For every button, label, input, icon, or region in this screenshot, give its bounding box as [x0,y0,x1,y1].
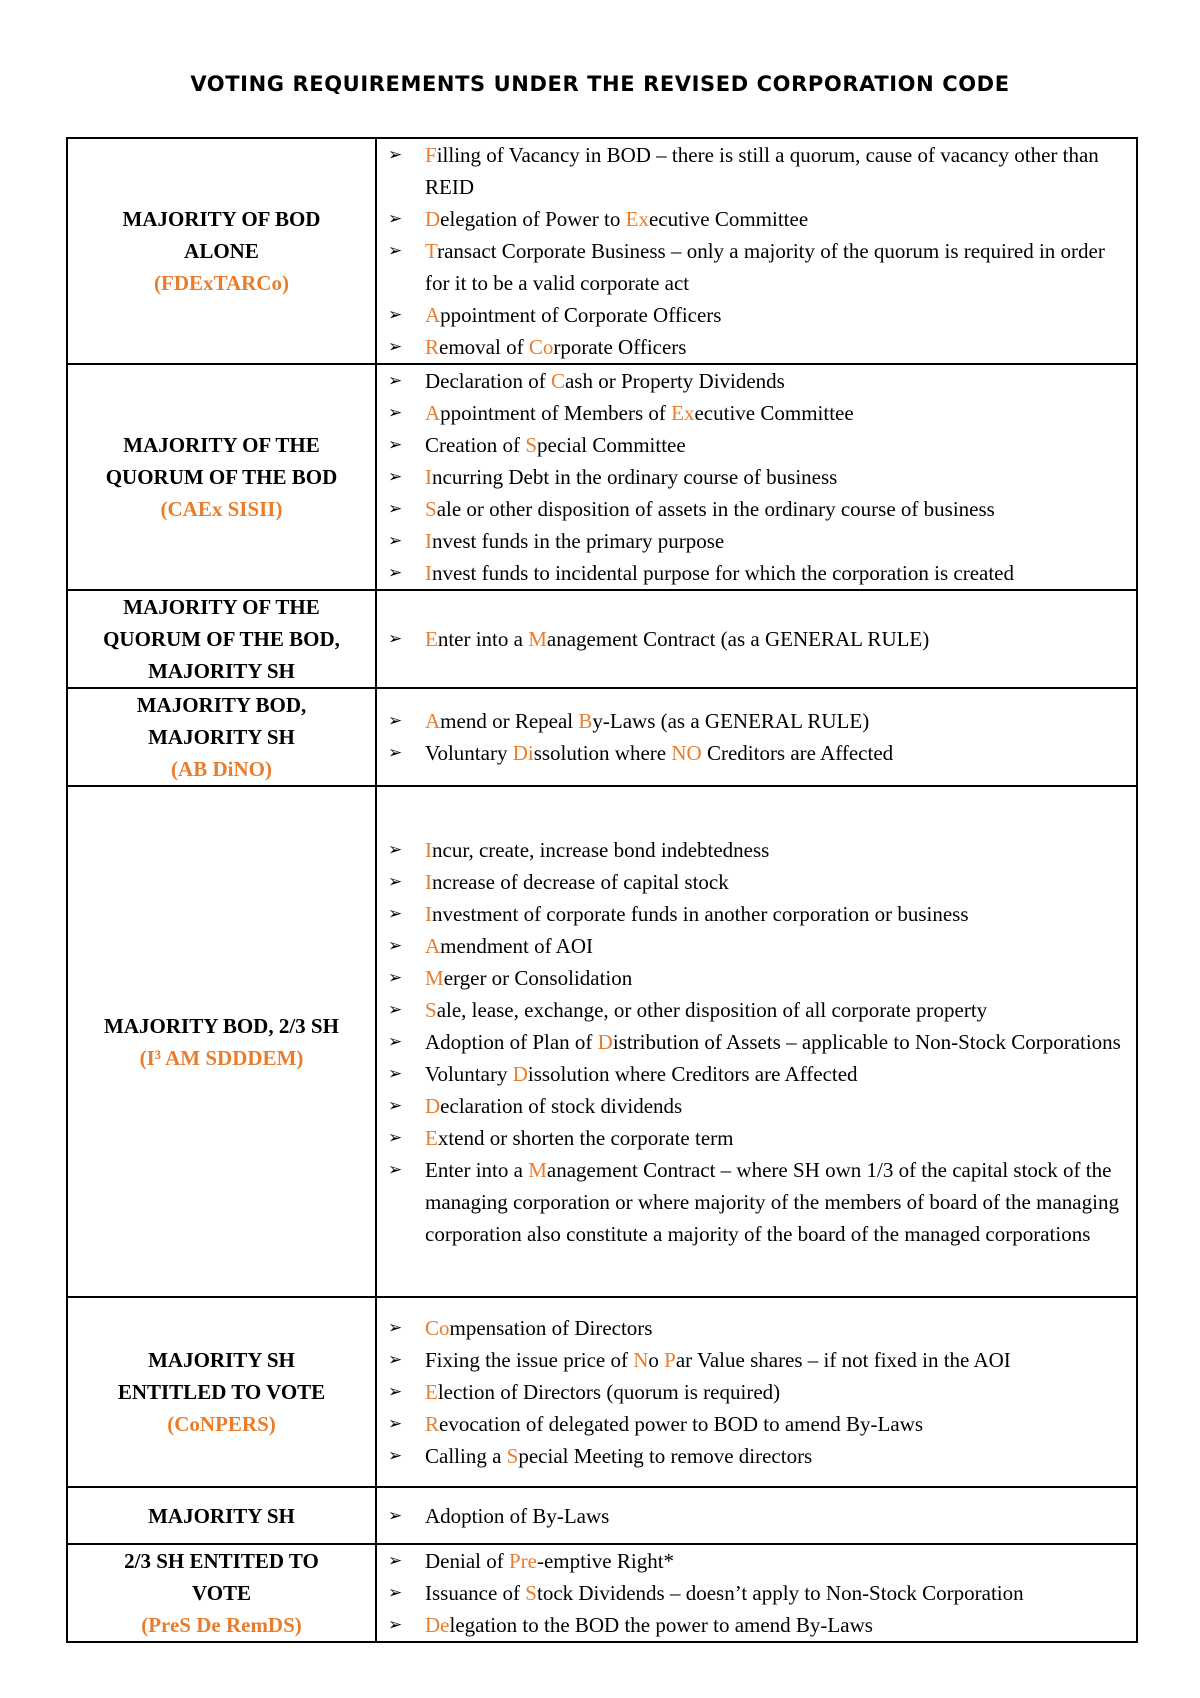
requirement-label: 2/3 SH ENTITED TO [124,1549,319,1573]
mnemonic-letter: D [512,1061,528,1086]
item-text: nter into a [437,627,529,651]
mnemonic-letter: B [578,709,593,733]
list-item [388,1344,1128,1376]
mnemonic-letter: De [425,1613,450,1637]
list-item [388,331,1128,363]
list-item [388,1154,1128,1250]
item-text: ash or Property Dividends [564,369,785,393]
action-list [377,1500,1136,1532]
requirement-label: VOTE [191,1581,252,1605]
table-row [67,590,1137,688]
list-item [388,429,1128,461]
item-text: ncurring Debt in the ordinary course of business [432,465,838,489]
list-item [388,557,1128,589]
table-row [67,1297,1137,1487]
mnemonic-letter: D [425,1093,441,1118]
item-text: rporate Officers [553,335,687,359]
mnemonic-letter: M [528,1157,547,1182]
page-title: VOTING REQUIREMENTS UNDER THE REVISED CORPORATION CODE [190,72,1010,96]
mnemonic-letter: D [597,1029,613,1054]
mnemonic-letter: A [425,933,441,958]
requirement-label: MAJORITY BOD, 2/3 SH [104,1013,339,1038]
item-text: ncrease of decrease of capital stock [432,869,729,894]
table-row [67,786,1137,1297]
item-text: ppointment of Members of [440,401,672,425]
requirement-cell [67,1297,376,1487]
list-item [388,1545,1128,1577]
mnemonic-letter: E [425,1125,438,1150]
item-text: erger or Consolidation [443,965,633,990]
requirement-label: MAJORITY OF BOD [122,207,321,231]
mnemonic-letter: I [425,869,432,894]
list-item [388,1026,1128,1058]
item-text: ncur, create, increase bond indebtedness [432,837,770,862]
list-item [388,1609,1128,1641]
table-row [67,364,1137,590]
item-text: ecutive Committee [648,207,809,231]
mnemonic-letter: Ex [625,207,649,231]
requirement-label: QUORUM OF THE BOD [105,465,338,489]
item-text: anagement Contract – where SH own 1/3 of the capital stock of the managing corporation or where majority of the members of board of the managing corporation also constitute a majority of the board of the managed corporations [425,1157,1119,1246]
item-text: Creation of [425,433,526,457]
requirement-cell [67,1544,376,1642]
requirement-cell [67,1487,376,1544]
mnemonic-letter: NO [671,741,702,765]
item-text: Adoption of Plan of [425,1029,598,1054]
item-text: xtend or shorten the corporate term [437,1125,734,1150]
mnemonic-letter: Co [425,1316,450,1340]
item-text: ecutive Committee [694,401,854,425]
requirement-label: MAJORITY OF THE [123,433,320,457]
mnemonic-letter: R [425,335,440,359]
voting-requirements-table [66,137,1138,1643]
list-item [388,898,1128,930]
actions-cell [376,786,1137,1297]
requirement-label: MAJORITY SH [148,659,295,683]
requirement-cell [67,138,376,364]
list-item [388,834,1128,866]
item-text: Issuance of [425,1581,526,1605]
mnemonic-letter: R [425,1412,440,1436]
action-list [377,1312,1136,1472]
mnemonic-letter: A [425,709,441,733]
list-item [388,1058,1128,1090]
item-text: Voluntary [425,1061,513,1086]
item-text: Calling a [425,1444,507,1468]
item-text: lection of Directors (quorum is required) [437,1380,781,1404]
mnemonic-letter: E [425,1380,438,1404]
item-text: Enter into a [425,1157,529,1182]
item-text: anagement Contract (as a GENERAL RULE) [546,627,930,651]
list-item [388,1090,1128,1122]
item-text: mendment of AOI [440,933,593,958]
list-item [388,525,1128,557]
list-item [388,1440,1128,1472]
mnemonic-letter: C [550,369,565,393]
list-item [388,866,1128,898]
item-text: ransact Corporate Business – only a majority of the quorum is required in order for it to be a valid corporate act [425,239,1105,295]
mnemonic-letter: S [425,497,437,521]
mnemonic-letter: Di [512,741,534,765]
item-text: Creditors are Affected [701,741,894,765]
item-text: istribution of Assets – applicable to Non-Stock Corporations [612,1029,1121,1054]
requirement-label: MAJORITY SH [148,725,295,749]
mnemonic-letter: A [425,401,441,425]
item-text: nvest funds to incidental purpose for which the corporation is created [432,561,1014,585]
list-item [388,930,1128,962]
item-text: tock Dividends – doesn’t apply to Non-Stock Corporation [536,1581,1024,1605]
mnemonic-letter: N [633,1348,649,1372]
item-text: pecial Meeting to remove directors [518,1444,813,1468]
mnemonic-letter: Ex [671,401,695,425]
item-text: elegation of Power to [440,207,626,231]
list-item [388,139,1128,203]
mnemonic-letter: I [425,465,432,489]
action-list [377,834,1136,1250]
item-text: issolution where Creditors are Affected [527,1061,858,1086]
requirement-label: MAJORITY BOD, [136,693,307,717]
item-text: legation to the BOD the power to amend By-Laws [449,1613,873,1637]
mnemonic-letter: Pre [508,1549,537,1573]
mnemonic-letter: P [664,1348,676,1372]
mnemonic-letter: I [425,837,432,862]
item-text: Voluntary [425,741,513,765]
actions-cell [376,1544,1137,1642]
list-item [388,1376,1128,1408]
mnemonic-letter: T [425,239,438,263]
item-text: mend or Repeal [440,709,579,733]
mnemonic-letter: I [425,901,432,926]
item-text: nvest funds in the primary purpose [432,529,725,553]
action-list [377,1545,1136,1641]
list-item [388,1408,1128,1440]
table-row [67,1544,1137,1642]
requirement-label: MAJORITY SH [148,1348,295,1372]
requirement-cell [67,786,376,1297]
requirement-label: ALONE [184,239,259,263]
item-text: Denial of [425,1549,509,1573]
requirement-label: MAJORITY OF THE [123,595,320,619]
list-item [388,1500,1128,1532]
mnemonic-letter: S [525,1581,537,1605]
list-item [388,1312,1128,1344]
actions-cell [376,364,1137,590]
mnemonic-code: (FDExTARCo) [154,271,289,295]
item-text: Fixing the issue price of [425,1348,634,1372]
actions-cell [376,590,1137,688]
requirement-label: MAJORITY SH [148,1503,295,1528]
mnemonic-letter: Co [528,335,554,359]
item-text: mpensation of Directors [449,1316,653,1340]
list-item [388,365,1128,397]
table-row [67,688,1137,786]
list-item [388,962,1128,994]
item-text: o [648,1348,665,1372]
item-text: ale or other disposition of assets in the ordinary course of business [436,497,995,521]
mnemonic-code: (PreS De RemDS) [141,1613,302,1637]
mnemonic-letter: S [425,997,437,1022]
item-text: pecial Committee [537,433,686,457]
mnemonic-letter: E [425,627,438,651]
list-item [388,1577,1128,1609]
requirement-label: QUORUM OF THE BOD, [103,627,340,651]
mnemonic-letter: M [425,965,444,990]
mnemonic-code: (CAEx SISII) [160,497,283,521]
mnemonic-letter: S [525,433,537,457]
list-item [388,705,1128,737]
mnemonic-letter: I [425,529,432,553]
action-list [377,623,1136,655]
item-text: ssolution where [533,741,672,765]
item-text: eclaration of stock dividends [440,1093,683,1118]
action-list [377,705,1136,769]
table-row [67,1487,1137,1544]
actions-cell [376,1487,1137,1544]
list-item [388,1122,1128,1154]
item-text: Declaration of [425,369,551,393]
list-item [388,623,1128,655]
list-item [388,461,1128,493]
list-item [388,737,1128,769]
mnemonic-code: (AB DiNO) [171,757,272,781]
mnemonic-letter: F [425,143,437,167]
mnemonic-letter: S [506,1444,519,1468]
item-text: illing of Vacancy in BOD – there is still a quorum, cause of vacancy other than REID [425,143,1099,199]
list-item [388,493,1128,525]
item-text: ale, lease, exchange, or other disposition of all corporate property [436,997,988,1022]
item-text: ppointment of Corporate Officers [440,303,722,327]
list-item [388,299,1128,331]
mnemonic-letter: I [425,561,432,585]
list-item [388,397,1128,429]
actions-cell [376,688,1137,786]
requirement-cell [67,364,376,590]
action-list [377,365,1136,589]
item-text: nvestment of corporate funds in another corporation or business [432,901,969,926]
requirement-cell [67,688,376,786]
item-text: Adoption of By-Laws [425,1503,610,1528]
requirement-label: ENTITLED TO VOTE [117,1380,326,1404]
item-text: ar Value shares – if not fixed in the AOI [675,1348,1011,1372]
mnemonic-letter: D [425,207,441,231]
list-item [388,235,1128,299]
requirement-cell [67,590,376,688]
mnemonic-letter: A [425,303,441,327]
actions-cell [376,138,1137,364]
mnemonic-code: (I³ AM SDDDEM) [139,1045,304,1070]
item-text: -emptive Right* [536,1549,675,1573]
actions-cell [376,1297,1137,1487]
table-row [67,138,1137,364]
mnemonic-letter: M [528,627,547,651]
item-text: evocation of delegated power to BOD to amend By-Laws [439,1412,924,1436]
mnemonic-code: (CoNPERS) [167,1412,276,1436]
list-item [388,203,1128,235]
item-text: emoval of [439,335,529,359]
item-text: y-Laws (as a GENERAL RULE) [592,709,870,733]
list-item [388,994,1128,1026]
action-list [377,139,1136,363]
